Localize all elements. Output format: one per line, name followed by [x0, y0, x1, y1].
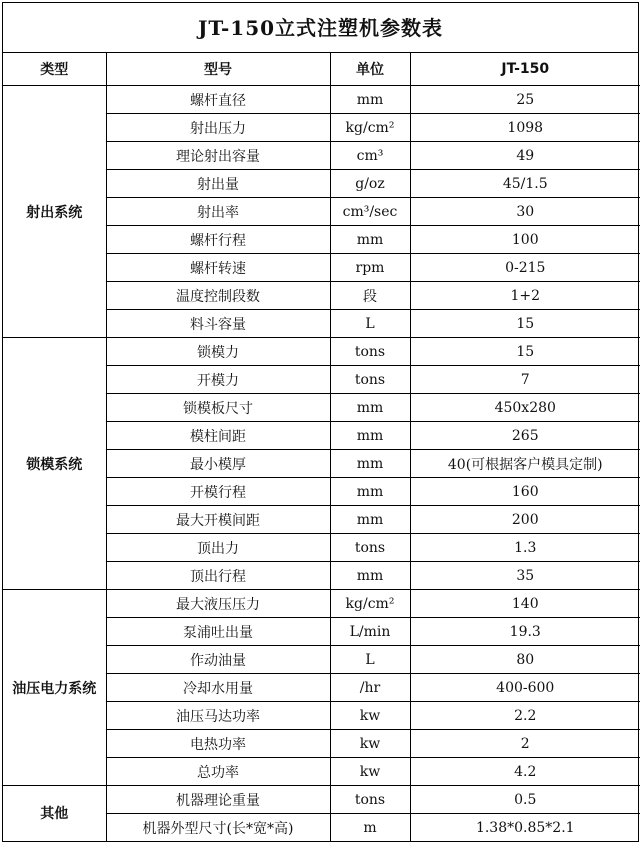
header-row — [3, 53, 640, 86]
param-name: 冷却水用量 — [106, 674, 330, 702]
param-unit: /hr — [330, 674, 410, 702]
param-unit: kw — [330, 702, 410, 730]
param-value: 1+2 — [410, 282, 640, 310]
param-value: 80 — [410, 646, 640, 674]
param-name: 开模行程 — [106, 478, 330, 506]
group-label: 射出系统 — [3, 86, 106, 338]
param-value: 140 — [410, 590, 640, 618]
spec-sheet — [2, 2, 639, 842]
param-unit: L/min — [330, 618, 410, 646]
param-value: 1098 — [410, 114, 640, 142]
param-value: 30 — [410, 198, 640, 226]
header-unit: 单位 — [330, 53, 410, 86]
param-unit: tons — [330, 366, 410, 394]
param-value: 2 — [410, 730, 640, 758]
param-value: 15 — [410, 310, 640, 338]
param-value: 7 — [410, 366, 640, 394]
param-name: 机器理论重量 — [106, 786, 330, 814]
param-value: 2.2 — [410, 702, 640, 730]
param-value: 1.3 — [410, 534, 640, 562]
param-value: 265 — [410, 422, 640, 450]
param-name: 最大开模间距 — [106, 506, 330, 534]
param-name: 射出率 — [106, 198, 330, 226]
group-label: 其他 — [3, 786, 106, 842]
param-name: 最大液压压力 — [106, 590, 330, 618]
param-name: 模柱间距 — [106, 422, 330, 450]
param-value: 15 — [410, 338, 640, 366]
param-unit: g/oz — [330, 170, 410, 198]
param-name: 作动油量 — [106, 646, 330, 674]
param-value: 450x280 — [410, 394, 640, 422]
param-value: 0-215 — [410, 254, 640, 282]
param-name: 料斗容量 — [106, 310, 330, 338]
param-unit: rpm — [330, 254, 410, 282]
param-unit: kg/cm² — [330, 114, 410, 142]
param-name: 螺杆转速 — [106, 254, 330, 282]
param-name: 机器外型尺寸(长*宽*高) — [106, 814, 330, 842]
table-row — [3, 86, 640, 114]
group-label: 油压电力系统 — [3, 590, 106, 786]
table-row — [3, 786, 640, 814]
param-unit: tons — [330, 338, 410, 366]
sheet-title: JT-150立式注塑机参数表 — [3, 3, 638, 53]
param-value: 45/1.5 — [410, 170, 640, 198]
param-name: 最小模厚 — [106, 450, 330, 478]
param-value: 200 — [410, 506, 640, 534]
param-unit: mm — [330, 450, 410, 478]
param-unit: L — [330, 310, 410, 338]
param-name: 螺杆行程 — [106, 226, 330, 254]
param-value: 19.3 — [410, 618, 640, 646]
param-unit: kw — [330, 758, 410, 786]
param-unit: cm³ — [330, 142, 410, 170]
param-name: 泵浦吐出量 — [106, 618, 330, 646]
param-name: 理论射出容量 — [106, 142, 330, 170]
param-unit: m — [330, 814, 410, 842]
param-unit: L — [330, 646, 410, 674]
param-value: 4.2 — [410, 758, 640, 786]
param-value: 100 — [410, 226, 640, 254]
param-name: 射出压力 — [106, 114, 330, 142]
param-unit: mm — [330, 506, 410, 534]
header-value: JT-150 — [410, 53, 640, 86]
param-value: 160 — [410, 478, 640, 506]
group-label: 锁模系统 — [3, 338, 106, 590]
param-unit: mm — [330, 226, 410, 254]
param-unit: tons — [330, 534, 410, 562]
param-unit: 段 — [330, 282, 410, 310]
param-name: 顶出行程 — [106, 562, 330, 590]
param-name: 电热功率 — [106, 730, 330, 758]
param-name: 开模力 — [106, 366, 330, 394]
param-value: 0.5 — [410, 786, 640, 814]
param-unit: mm — [330, 86, 410, 114]
param-unit: mm — [330, 562, 410, 590]
param-unit: tons — [330, 786, 410, 814]
param-unit: kg/cm² — [330, 590, 410, 618]
table-row — [3, 338, 640, 366]
param-value: 35 — [410, 562, 640, 590]
param-value: 49 — [410, 142, 640, 170]
param-unit: kw — [330, 730, 410, 758]
header-model: 型号 — [106, 53, 330, 86]
param-name: 锁模板尺寸 — [106, 394, 330, 422]
param-value: 400-600 — [410, 674, 640, 702]
header-type: 类型 — [3, 53, 106, 86]
param-name: 温度控制段数 — [106, 282, 330, 310]
spec-table — [3, 53, 640, 842]
table-row — [3, 590, 640, 618]
param-name: 总功率 — [106, 758, 330, 786]
param-name: 螺杆直径 — [106, 86, 330, 114]
param-name: 锁模力 — [106, 338, 330, 366]
spec-table-body — [3, 86, 640, 842]
param-unit: mm — [330, 422, 410, 450]
param-unit: mm — [330, 394, 410, 422]
param-name: 油压马达功率 — [106, 702, 330, 730]
param-value: 25 — [410, 86, 640, 114]
param-name: 射出量 — [106, 170, 330, 198]
param-unit: mm — [330, 478, 410, 506]
param-value: 1.38*0.85*2.1 — [410, 814, 640, 842]
param-value: 40(可根据客户模具定制) — [410, 450, 640, 478]
param-unit: cm³/sec — [330, 198, 410, 226]
param-name: 顶出力 — [106, 534, 330, 562]
